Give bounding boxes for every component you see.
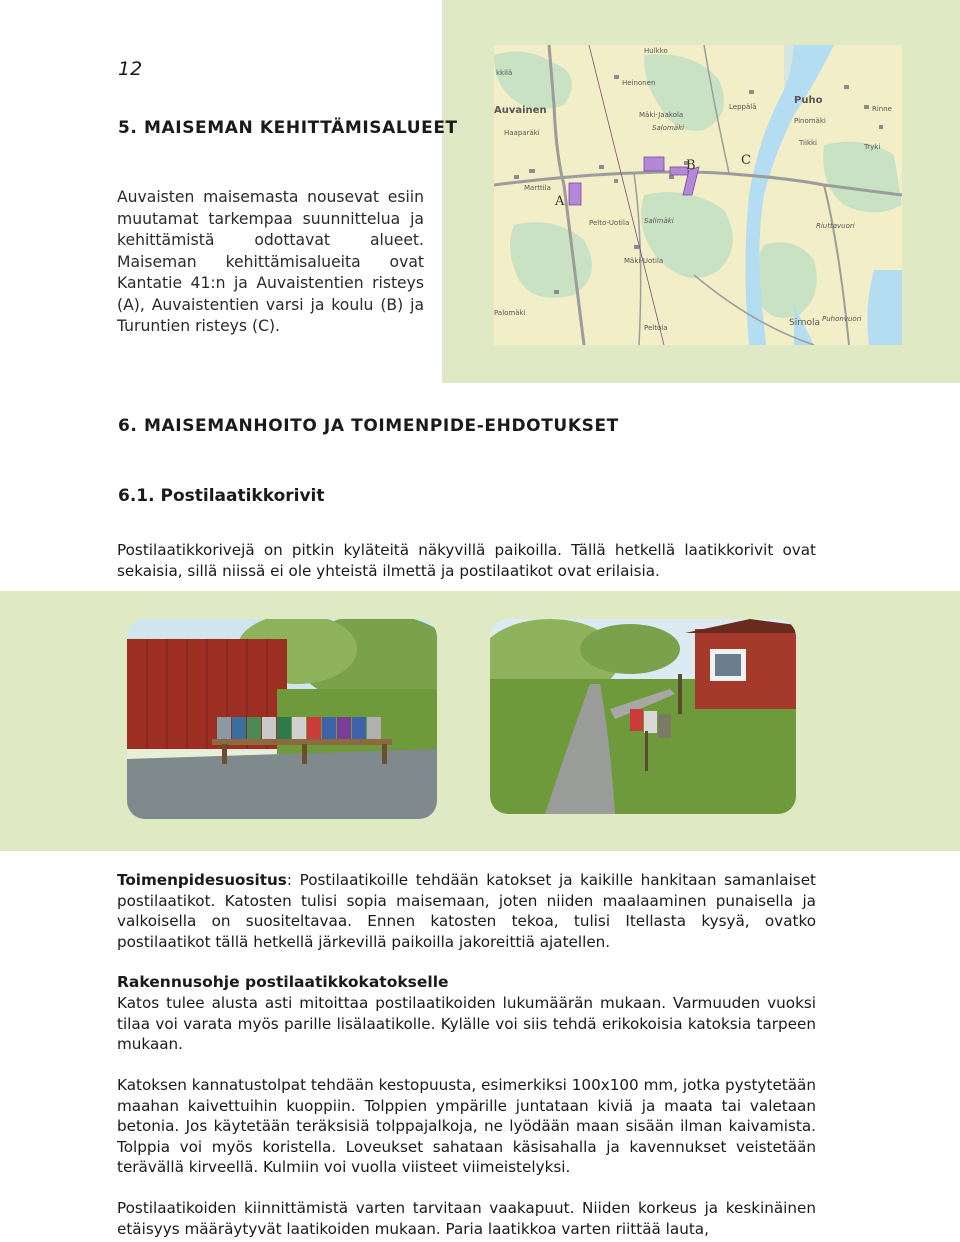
map-label: Mäki-Uotila bbox=[624, 257, 664, 265]
map-label: Salomäki bbox=[652, 124, 685, 132]
map-label: Pelto-Uotila bbox=[589, 219, 630, 227]
building-guide-p3: Postilaatikoiden kiinnittämistä varten tarvitaan vaakapuut. Niiden korkeus ja keskinäinen etäisyys määräytyvät laatikoiden mukaan. Paria laatikkoa varten riittää lauta, bbox=[117, 1199, 816, 1238]
map-label: Puhonvuori bbox=[822, 315, 862, 323]
building-guide-p2: Katoksen kannatustolpat tehdään kestopuusta, esimerkiksi 100x100 mm, jotka pystytetään maahan kaivettuihin kuoppiin. Tolppien ympärille juntataan kiviä ja maata tai valetaan betonia. Jos käytetään teräksisiä tolppajalkoja, ne lyödään maan sisään ilman kaivamista. Tolppia voi myös koristella. Loveukset sahataan käsisahalla ja kavennukset veistetään terävällä kirveellä. Kulmiin voi vuolla viisteet viimeistelyksi. bbox=[117, 1076, 816, 1177]
recommendation bbox=[117, 870, 816, 952]
map-marker-b: B bbox=[686, 158, 696, 173]
map-label: Riuttavuori bbox=[816, 222, 855, 230]
map-label: Auvainen bbox=[494, 105, 547, 116]
building-guide-heading: Rakennusohje postilaatikkokatokselle bbox=[117, 973, 449, 991]
map-label: Mäki-Jaakola bbox=[639, 111, 684, 119]
map-label: Sirnola bbox=[789, 318, 820, 328]
map-label: Tryki bbox=[864, 143, 881, 151]
section-6-1-intro: Postilaatikkorivejä on pitkin kyläteitä näkyvillä paikoilla. Tällä hetkellä laatikkorivit ovat sekaisia, sillä niissä ei ole yhteistä ilmettä ja postilaatikot ovat erilaisia. bbox=[117, 541, 816, 580]
section-5-heading: 5. MAISEMAN KEHITTÄMISALUEET bbox=[118, 118, 458, 138]
page-number: 12 bbox=[118, 58, 143, 80]
map-label: Leppälä bbox=[729, 103, 757, 111]
map-label: Palomäki bbox=[494, 309, 526, 317]
map-marker-c: C bbox=[741, 153, 751, 168]
map-label: Salimäki bbox=[644, 217, 674, 225]
map-label: Haaparäki bbox=[504, 129, 540, 137]
map-marker-a: A bbox=[555, 194, 565, 209]
recommendation-label: Toimenpidesuositus bbox=[117, 871, 287, 889]
photo-band bbox=[0, 591, 960, 851]
map-label: Heinonen bbox=[622, 79, 656, 87]
map-label: Puho bbox=[794, 95, 823, 106]
building-guide-p1: Katos tulee alusta asti mitoittaa postilaatikoiden lukumäärän mukaan. Varmuuden vuoksi tilaa voi varata myös parille lisälaatikolle. Kylälle voi siis tehdä erikokoisia katoksia tarpeen mukaan. bbox=[117, 994, 816, 1054]
photo-road-mailboxes bbox=[490, 619, 796, 814]
section-6-1-heading: 6.1. Postilaatikkorivit bbox=[118, 486, 325, 506]
section-6-heading: 6. MAISEMANHOITO JA TOIMENPIDE-EHDOTUKSET bbox=[118, 416, 619, 436]
map-label: kkilä bbox=[496, 69, 513, 77]
recommendation-text: : Postilaatikoille tehdään katokset ja kaikille hankitaan samanlaiset postilaatikot. Katosten tulisi sopia maisemaan, joten niiden maalaaminen punaisella ja valkoisella on suositeltavaa. Ennen katosten tekoa, tulisi Itellasta kysyä, ovatko postilaatikot tällä hetkellä järkevillä paikoilla jakoreittiä ajatellen. bbox=[117, 871, 816, 951]
map-label: Hulkko bbox=[644, 47, 668, 55]
map-label: Peltola bbox=[644, 324, 668, 332]
map-label: Marttila bbox=[524, 184, 551, 192]
map-label: Tiikki bbox=[799, 139, 818, 147]
map-label: Rinne bbox=[872, 105, 892, 113]
map-label: Pinomäki bbox=[794, 117, 826, 125]
village-map bbox=[494, 45, 902, 345]
photo-mailbox-row bbox=[127, 619, 437, 819]
map-panel bbox=[442, 0, 960, 383]
section-5-intro: Auvaisten maisemasta nousevat esiin muutamat tarkempaa suunnittelua ja kehittämistä odottavat alueet. Maiseman kehittämisalueita ovat Kantatie 41:n ja Auvaistentien risteys (A), Auvaistentien varsi ja koulu (B) ja Turuntien risteys (C). bbox=[117, 188, 424, 335]
